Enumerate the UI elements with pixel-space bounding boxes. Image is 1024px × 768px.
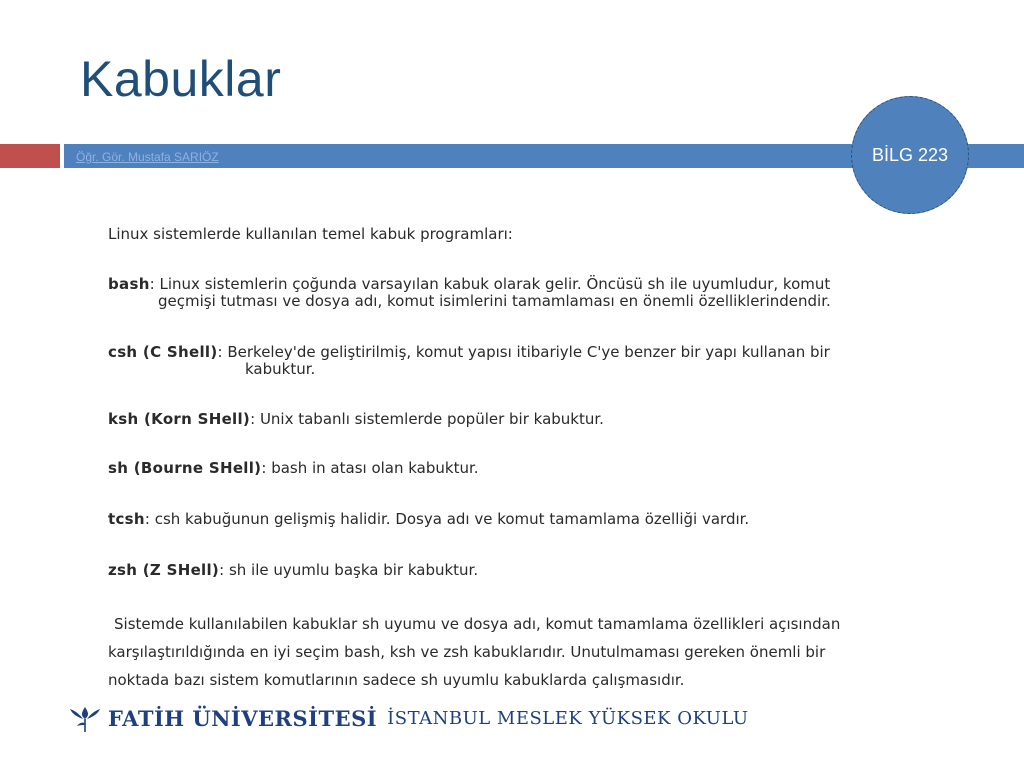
shell-entry-ksh (108, 410, 604, 428)
shell-term: tcsh (108, 510, 145, 528)
tulip-logo-icon (68, 703, 102, 733)
shell-desc-line1: csh kabuğunun gelişmiş halidir. Dosya adı ve komut tamamlama özelliği vardır. (154, 510, 750, 528)
shell-separator: : (149, 275, 155, 293)
shell-term: bash (108, 275, 150, 293)
intro-text: Linux sistemlerde kullanılan temel kabuk programları: (108, 225, 513, 243)
slide-title: Kabuklar (80, 51, 282, 107)
author-name: Öğr. Gör. Mustafa SARIÖZ (76, 150, 219, 164)
university-name: FATİH ÜNİVERSİTESİ (108, 705, 378, 731)
shell-term: csh (C Shell) (108, 343, 218, 361)
shell-desc-line2: kabuktur. (245, 360, 316, 378)
shell-separator: : (217, 343, 223, 361)
shell-entry-sh (108, 459, 479, 477)
summary-line: Sistemde kullanılabilen kabuklar sh uyumu ve dosya adı, komut tamamlama özellikleri açısından (114, 615, 841, 633)
shell-desc-line1: Linux sistemlerin çoğunda varsayılan kabuk olarak gelir. Öncüsü sh ile uyumludur, komut (159, 275, 831, 293)
shell-desc-line1: bash in atası olan kabuktur. (271, 459, 479, 477)
shell-separator: : (219, 561, 225, 579)
shell-entry-tcsh (108, 510, 749, 528)
footer-banner (68, 702, 749, 734)
shell-entry-csh (108, 343, 830, 361)
shell-desc-line1: Unix tabanlı sistemlerde popüler bir kabuktur. (259, 410, 604, 428)
shell-term: sh (Bourne SHell) (108, 459, 262, 477)
shell-entry-zsh (108, 561, 478, 579)
shell-separator: : (250, 410, 256, 428)
summary-line: karşılaştırıldığında en iyi seçim bash, ksh ve zsh kabuklarıdır. Unutulmaması gereken önemli bir (108, 643, 826, 661)
shell-desc-line1: Berkeley'de geliştirilmiş, komut yapısı itibariyle C'ye benzer bir yapı kullanan bir (227, 343, 830, 361)
school-name: İSTANBUL MESLEK YÜKSEK OKULU (387, 707, 749, 729)
scanned-text-block (100, 205, 960, 705)
summary-line: noktada bazı sistem komutlarının sadece sh uyumlu kabuklarda çalışmasıdır. (108, 671, 685, 689)
course-badge (851, 96, 969, 214)
course-code: BİLG 223 (871, 144, 949, 165)
accent-band-red (0, 144, 60, 168)
shell-desc-line1: sh ile uyumlu başka bir kabuktur. (228, 561, 479, 579)
shell-entry-bash (108, 275, 830, 293)
shell-desc-line2: geçmişi tutması ve dosya adı, komut isimlerini tamamlaması en önemli özelliklerindendir. (158, 292, 831, 310)
shell-term: zsh (Z SHell) (108, 561, 220, 579)
shell-separator: : (144, 510, 150, 528)
shell-term: ksh (Korn SHell) (108, 410, 251, 428)
shell-separator: : (261, 459, 267, 477)
